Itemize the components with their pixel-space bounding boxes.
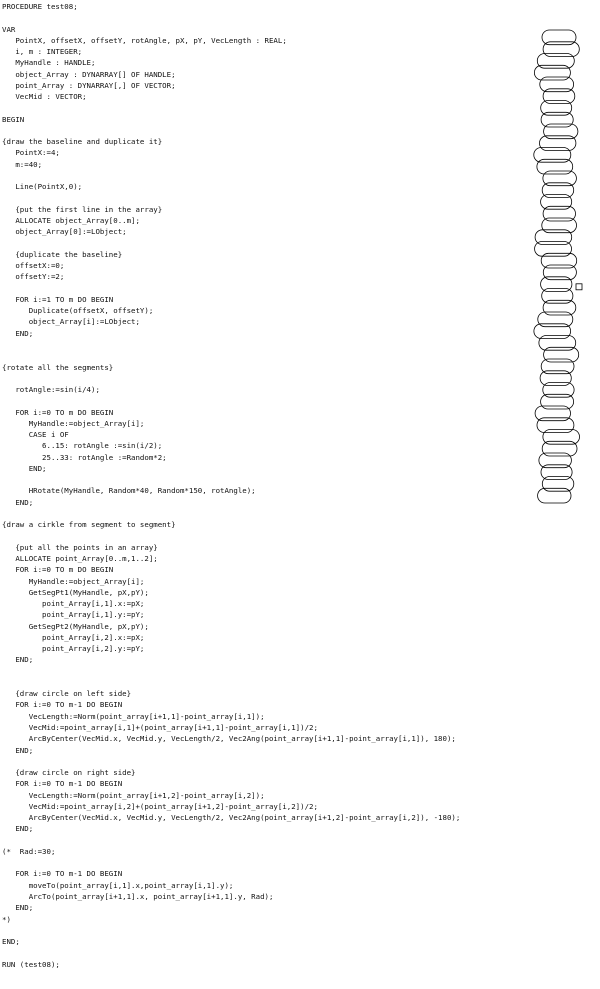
code-line: VAR bbox=[2, 24, 16, 34]
code-line: point_Array[i,2].x:=pX; bbox=[2, 632, 145, 642]
ring-segment bbox=[535, 242, 572, 257]
code-line: object_Array[0]:=LObject; bbox=[2, 227, 127, 237]
ring-segment bbox=[537, 54, 574, 69]
code-line: {draw the baseline and duplicate it} bbox=[2, 137, 163, 147]
code-line: m:=40; bbox=[2, 159, 43, 169]
code-line: MyHandle:=object_Array[i]; bbox=[2, 576, 145, 586]
code-line: offsetY:=2; bbox=[2, 272, 65, 282]
code-line: 6..15: rotAngle :=sin(i/2); bbox=[2, 441, 163, 451]
stacked-segment-rings bbox=[534, 30, 580, 503]
code-line: END; bbox=[2, 463, 47, 473]
ring-segment bbox=[538, 312, 573, 327]
code-line: {draw circle on right side} bbox=[2, 768, 136, 778]
code-line: ArcTo(point_array[i+1,1].x, point_array[i+1,1].y, Rad); bbox=[2, 891, 274, 901]
code-line: VecMid:=point_array[i,2]+(point_array[i+1,2]-point_array[i,2])/2; bbox=[2, 801, 318, 811]
code-line: ArcByCenter(VecMid.x, VecMid.y, VecLength/2, Vec2Ang(point_array[i+1,1]-point_array[i,1]), 180); bbox=[2, 734, 456, 744]
code-line: Line(PointX,0); bbox=[2, 182, 83, 192]
code-line: FOR i:=1 TO m DO BEGIN bbox=[2, 294, 114, 304]
code-line: VecLength:=Norm(point_array[i+1,2]-point_array[i,2]); bbox=[2, 790, 265, 800]
ring-segment bbox=[534, 65, 570, 80]
ring-segment bbox=[538, 488, 571, 503]
code-line: offsetX:=0; bbox=[2, 261, 65, 271]
code-line: VecMid:=point_array[i,1]+(point_array[i+1,1]-point_array[i,1])/2; bbox=[2, 723, 318, 732]
code-line: MyHandle : HANDLE; bbox=[2, 58, 96, 68]
code-line: Duplicate(offsetX, offsetY); bbox=[2, 306, 154, 316]
ring-segment bbox=[543, 42, 579, 57]
code-line: 25..33: rotAngle :=Random*2; bbox=[2, 452, 167, 462]
code-line: END; bbox=[2, 497, 34, 507]
code-line: GetSegPt2(MyHandle, pX,pY); bbox=[2, 621, 149, 631]
ring-segment bbox=[541, 195, 572, 210]
ring-segment bbox=[540, 136, 576, 151]
ring-segment bbox=[541, 359, 574, 374]
ring-segment bbox=[541, 394, 574, 409]
code-line: point_Array[i,2].y:=pY; bbox=[2, 644, 145, 654]
code-line: FOR i:=0 TO m-1 DO BEGIN bbox=[2, 700, 123, 710]
ring-segment bbox=[535, 230, 572, 245]
code-line: PointX:=4; bbox=[2, 148, 60, 158]
code-line: object_Array : DYNARRAY[] OF HANDLE; bbox=[2, 69, 176, 79]
code-line: {draw circle on left side} bbox=[2, 689, 132, 699]
code-line: {draw a cirkle from segment to segment} bbox=[2, 520, 176, 530]
code-line: {put all the points in an array} bbox=[2, 542, 158, 552]
code-line: CASE i OF bbox=[2, 430, 69, 440]
ring-segment bbox=[534, 148, 571, 163]
ring-segment bbox=[544, 124, 578, 139]
code-line: ALLOCATE object_Array[0..m]; bbox=[2, 216, 140, 226]
code-line: PointX, offsetX, offsetY, rotAngle, pX, pY, VecLength : REAL; bbox=[2, 35, 287, 45]
code-line: ALLOCATE point_Array[0..m,1..2]; bbox=[2, 554, 158, 564]
code-line: *) bbox=[2, 914, 11, 924]
ring-segment bbox=[543, 265, 576, 280]
code-line: i, m : INTEGER; bbox=[2, 47, 83, 57]
code-line: RUN (test08); bbox=[2, 959, 60, 969]
code-line: END; bbox=[2, 745, 34, 755]
code-line: END; bbox=[2, 903, 34, 913]
code-line: (* Rad:=30; bbox=[2, 846, 56, 856]
code-line: FOR i:=0 TO m-1 DO BEGIN bbox=[2, 779, 123, 789]
code-line: HRotate(MyHandle, Random*40, Random*150, rotAngle); bbox=[2, 486, 256, 496]
code-line: rotAngle:=sin(i/4); bbox=[2, 385, 100, 395]
code-line: moveTo(point_array[i,1].x,point_array[i,1].y); bbox=[2, 880, 234, 890]
code-line: PROCEDURE test08; bbox=[2, 2, 78, 11]
ring-segment bbox=[534, 324, 571, 339]
code-line: {duplicate the baseline} bbox=[2, 249, 123, 259]
ring-segment bbox=[537, 418, 574, 433]
ring-segment bbox=[544, 347, 579, 362]
code-line: VecLength:=Norm(point_array[i+1,1]-point_array[i,1]); bbox=[2, 711, 265, 721]
code-line: FOR i:=0 TO m-1 DO BEGIN bbox=[2, 869, 123, 879]
ring-segment bbox=[543, 171, 577, 186]
ring-segment bbox=[539, 453, 572, 468]
code-line: ArcByCenter(VecMid.x, VecMid.y, VecLength/2, Vec2Ang(point_array[i+1,2]-point_array[i,2]), -180); bbox=[2, 813, 461, 823]
code-line: FOR i:=0 TO m DO BEGIN bbox=[2, 407, 114, 417]
code-line: FOR i:=0 TO m DO BEGIN bbox=[2, 565, 114, 575]
code-line: VecMid : VECTOR; bbox=[2, 92, 87, 102]
code-line: END; bbox=[2, 824, 34, 834]
selection-handle-marker bbox=[576, 284, 582, 290]
ring-segment bbox=[543, 206, 575, 221]
code-line: END; bbox=[2, 655, 34, 665]
ring-segment bbox=[543, 430, 580, 445]
code-line: END; bbox=[2, 328, 34, 338]
ring-segment bbox=[542, 477, 574, 492]
code-line: {put the first line in the array} bbox=[2, 204, 163, 214]
code-line: END; bbox=[2, 937, 20, 947]
code-line: point_Array[i,1].y:=pY; bbox=[2, 610, 145, 620]
code-line: GetSegPt1(MyHandle, pX,pY); bbox=[2, 587, 149, 597]
code-line: MyHandle:=object_Array[i]; bbox=[2, 418, 145, 428]
code-line: point_Array[i,1].x:=pX; bbox=[2, 599, 145, 609]
code-line: object_Array[i]:=LObject; bbox=[2, 317, 140, 327]
code-line: BEGIN bbox=[2, 114, 25, 124]
ring-segment bbox=[543, 300, 576, 315]
code-line: {rotate all the segments} bbox=[2, 362, 114, 372]
ring-segment bbox=[539, 336, 576, 351]
ring-segment bbox=[540, 77, 574, 92]
code-line: point_Array : DYNARRAY[,] OF VECTOR; bbox=[2, 80, 176, 90]
